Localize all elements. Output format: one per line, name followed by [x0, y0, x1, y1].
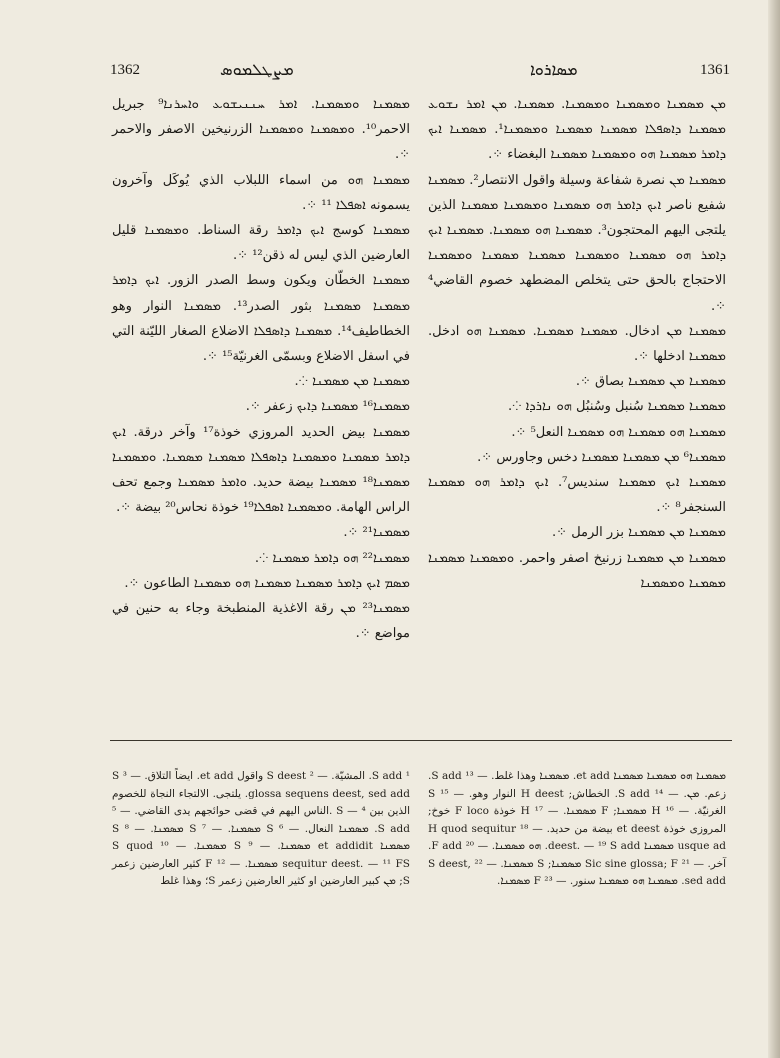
dictionary-entry: ܡܣܡܢܐ ܡܢ ܡܣܡܢܐ ⁘.: [294, 374, 410, 390]
dictionary-entry: ܡܣܡ ܐܝܟ ܕܐܡܪ ܡܣܡܢܐ ܡܣܡܢܐ ܗܘ ܡܣܡܢܐ الطاعون ⁘.: [124, 575, 410, 591]
dictionary-entry: ܡܢ ܡܣܡܢܐ ܘܡܣܡܢܐ ܘܡܣܡܢܐ. ܡܣܡܢܐ. ܡܢ ܐܡܪ ܢܫܘܥ ܡܣܡܢܐ ܕܐܣܦܠܐ ܡܣܡܢܐ ܡܣܡܢܐ ܘܡܣܡܢܐ¹. ܡܣܡܢܐ ܐܝܟ ܕܐܡܪ ܡܣܡܢܐ ܗܘ ܘܡܣܡܢܐ ܡܣܡܢܐ البغضاء ⁘.: [428, 97, 726, 163]
left-page-number: 1362: [110, 62, 140, 78]
dictionary-entry: ܡܣܡܢܐ كوسج ܐܝܟ ܕܐܡܪ رقة السناط. ܘܡܣܡܢܐ قليل العارضين الذي ليس له ذقن¹² ⁘.: [112, 223, 410, 264]
dictionary-entry: ܡܣܡܢܐ ܘܡܣܡܢܐ. ܐܡܪ ܚܢܢܝܫܘܥ ܘܐܚܪܢܐ⁹ جبريل الاحمر¹⁰. ܘܡܣܡܢܐ ܘܡܣܡܢܐ الزرنيخين الاصفر والاحمر ⁘.: [112, 97, 410, 163]
dictionary-entry: ܡܣܡܢܐ ܗܘ من اسماء اللبلاب الذي يُوكَل وآخرون يسمونه ܐܣܦܠܐ ¹¹ ⁘.: [112, 172, 410, 213]
dictionary-entry: ܡܣܡܢܐ ܡܢ ܡܣܡܢܐ بصاق ⁘.: [575, 374, 726, 390]
dictionary-entry: ܡܣܡܢܐ²² ܗܘ ܕܐܡܪ ܡܣܡܢܐ ⁘.: [254, 550, 410, 566]
dictionary-entry: ܡܣܡܢܐ ܐܝܟ ܡܣܡܢܐ سنديس⁷. ܐܝܟ ܕܐܡܪ ܗܘ ܡܣܡܢܐ السنجفر⁸ ⁘.: [428, 475, 727, 516]
right-running-title: ܡܣܐܪܘܐ: [530, 60, 578, 79]
dictionary-entry: ܡܣܡܢܐ بيض الحديد المروزي خوذة¹⁷ وآخر درقة. ܐܝܟ ܕܐܡܪ ܡܣܡܢܐ ܘܡܣܡܢܐ ܕܐܣܦܠܐ ܡܣܡܢܐ ܡܣܡܢܐ. ܘܡܣܡܢܐ ܡܣܡܢܐ¹⁸ ܡܣܡܢܐ بيضة حديد. ܘܐܡܪ ܡܣܡܢܐ وجمع تحف الراس الهامة. ܘܡܣܡܢܐ ܐܣܦܠܐ¹⁹ خوذة نحاس²⁰ بيضة ⁘.: [112, 424, 410, 516]
dictionary-entry: ܡܣܡܢܐ ܗܘ ܡܣܡܢܐ ܗܘ ܡܣܡܢܐ النعل⁵ ⁘.: [511, 424, 726, 440]
dictionary-entry: ܡܣܡܢܐ ܡܣܡܢܐ سُنبل وسُنبُل ܗܘ ܢܐܪܕܐ ⁘.: [507, 399, 726, 415]
dictionary-entry: ܡܣܡܢܐ⁶ ܡܢ ܡܣܡܢܐ ܡܣܡܢܐ دخس وجاورس ⁘.: [477, 449, 726, 465]
right-text-column: [428, 92, 726, 596]
dictionary-entry: ܡܣܡܢܐ ܡܢ ܡܣܡܢܐ بزر الرمل ⁘.: [552, 525, 726, 541]
left-footnotes: ¹ S add. المشيّة. — ² S deest واقول et add. ايضاً التلاق. — ³ S glossa sequens deest, sed add. يلتجى. الالتجاء النجاة للخصوم الذين بين S — ⁴ .الناس اليهم في قضى حوائجهم يدى القاضي. — ⁵ S add. ܡܣܡܢܐ النعال. — ⁶ S ܡܣܡܢܐ. — ⁷ S ܡܣܡܢܐ. — ⁸ S ܡܣܡܢܐ et addidit ܡܣܡܢܐ. — ⁹ S ܡܣܡܢܐ. — ¹⁰ S quod sequitur deest. — ¹¹ FS ܡܣܡܢܐ. — ¹² F كثير العارضين زعمر S; ܡܢ كبير العارضين او كثير العارضين زعمر S؛ وهذا غلط: [112, 770, 411, 887]
page-edge: [768, 0, 780, 1058]
dictionary-entry: ܡܣܡܢܐ²³ ܡܢ رقة الاغذية المنطبخة وجاء به حنين في مواضع ⁘.: [112, 601, 410, 642]
left-text-column: [112, 92, 410, 646]
dictionary-entry: ܡܣܡܢܐ²¹ ⁘.: [343, 525, 410, 541]
dictionary-entry: ܡܣܡܢܐ ܡܢ نصرة شفاعة وسيلة واقول الانتصار². ܡܣܡܢܐ شفيع ناصر ܐܝܟ ܕܐܡܪ ܗܘ ܡܣܡܢܐ ܘܡܣܡܢܐ ܡܣܡܢܐ الذين يلتجى اليهم المحتجون³. ܡܣܡܢܐ ܗܘ ܡܣܡܢܐ. ܡܣܡܢܐ ܐܝܟ ܕܐܡܪ ܗܘ ܡܣܡܢܐ ܘܡܣܡܢܐ ܡܣܡܢܐ ܡܣܡܢܐ ܘܡܣܡܢܐ الاحتجاج بالحق حتى يتخلص المضطهد خصوم القاضي⁴ ⁘.: [428, 172, 726, 314]
dictionary-entry: ܡܣܡܢܐ ܡܢ ܡܣܡܢܐ زرنيخ اصفر واحمر. ܘܡܣܡܢܐ ܡܣܡܢܐ ܡܣܡܢܐ ܘܡܣܡܢܐ: [428, 550, 726, 591]
right-footnotes: ܡܣܡܢܐ ܗܘ ܡܣܡܢܐ ܡܣܡܢܐ et add. ܡܣܡܢܐ وهذا غلط. — ¹³ S add. زعم. ܡܢ. — ¹⁴ S add. الخطاش; H deest النوار وهو. — ¹⁵ S الغرنيّة. — ¹⁶ H ܡܣܡܢܐ; F ܡܣܡܢܐ. — ¹⁷ H خوذة F loco خوخ; المروزى خوذة et deest بيضة من حديد. — ¹⁸ H quod sequitur usque ad ܡܣܡܢܐ deest. — ¹⁹ S add. ܗܘ ܡܣܡܢܐ. — ²⁰ F add. آخر. — ²¹ Sic sine glossa; F ܡܣܡܢܐ; S ܡܣܡܢܐ. — ²² S deest, sed add. ܡܣܡܢܐ ܗܘ ܡܣܡܢܐ سنور. — ²³ F ܡܣܡܢܐ.: [428, 770, 727, 887]
footnote-divider: [110, 740, 732, 741]
left-running-title: ܡܨܛܠܡܘܣ: [220, 60, 294, 79]
dictionary-entry: ܡܣܡܢܐ الخطّان ويكون وسط الصدر الزور. ܐܝܟ ܕܐܡܪ ܡܣܡܢܐ ܡܣܡܢܐ بثور الصدر¹³. ܡܣܡܢܐ النوار وهو الخطاطيف¹⁴. ܡܣܡܢܐ ܕܐܣܦܠܐ الاضلاع الصغار الليّنة التي في اسفل الاضلاع وبسمّى الغرنيّة¹⁵ ⁘.: [112, 273, 411, 365]
right-page-number: 1361: [700, 62, 730, 78]
page-header: [110, 58, 730, 86]
dictionary-entry: ܡܣܡܢܐ ܡܢ ادخال. ܡܣܡܢܐ ܡܣܡܢܐ. ܡܣܡܢܐ ܗܘ ادخل. ܡܣܡܢܐ ادخلها ⁘.: [428, 323, 726, 365]
dictionary-entry: ܡܣܡܢܐ¹⁶ ܡܣܡܢܐ ܕܐܝܟ زعفر ⁘.: [245, 399, 410, 415]
